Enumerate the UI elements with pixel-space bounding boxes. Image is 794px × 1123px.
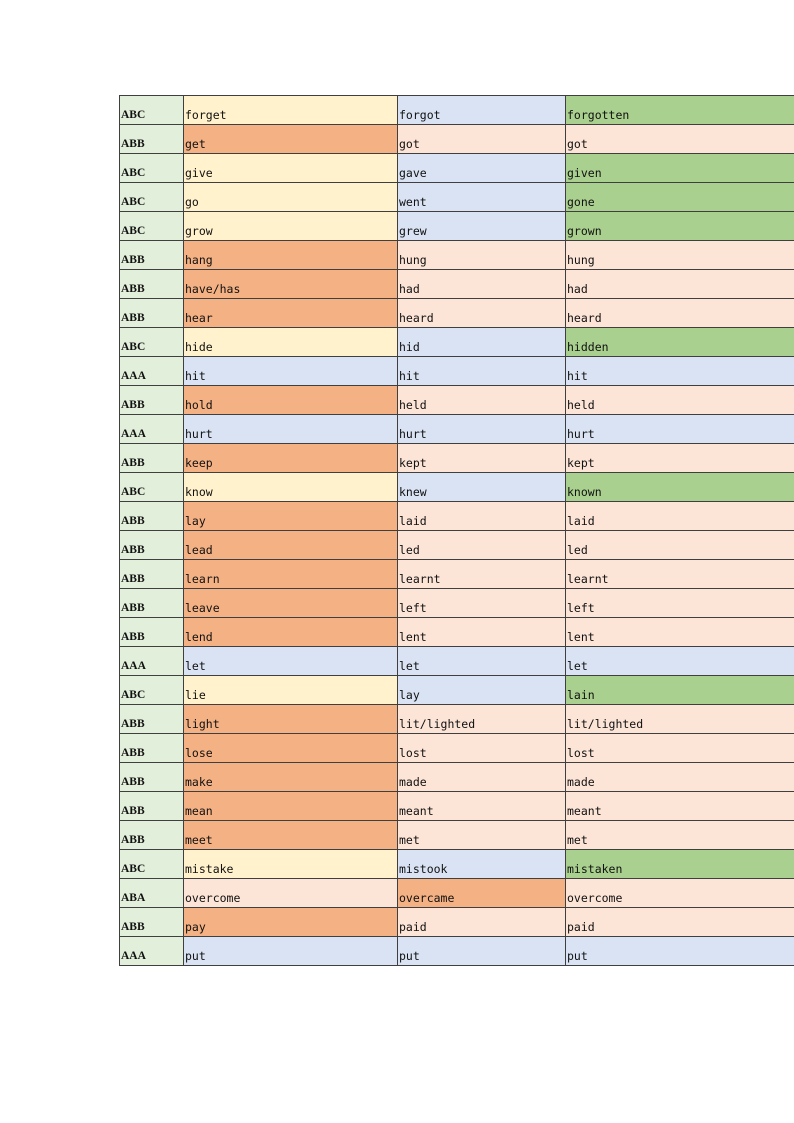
past-tense-cell: forgot (398, 96, 566, 125)
table-row (120, 212, 794, 241)
past-participle-cell: let (566, 647, 794, 676)
past-tense-cell: hung (398, 241, 566, 270)
past-participle-cell: overcome (566, 879, 794, 908)
pattern-cell: AAA (120, 647, 184, 676)
past-participle-cell: got (566, 125, 794, 154)
table-row (120, 473, 794, 502)
pattern-cell: ABB (120, 792, 184, 821)
base-form-cell: make (184, 763, 398, 792)
pattern-cell: ABB (120, 734, 184, 763)
base-form-cell: lie (184, 676, 398, 705)
past-participle-cell: hidden (566, 328, 794, 357)
table-row (120, 589, 794, 618)
base-form-cell: hide (184, 328, 398, 357)
table-row (120, 270, 794, 299)
pattern-cell: ABB (120, 270, 184, 299)
past-participle-cell: had (566, 270, 794, 299)
base-form-cell: have/has (184, 270, 398, 299)
table-row (120, 821, 794, 850)
pattern-cell: ABB (120, 444, 184, 473)
pattern-cell: ABC (120, 212, 184, 241)
table-row (120, 125, 794, 154)
table-row (120, 531, 794, 560)
past-tense-cell: grew (398, 212, 566, 241)
pattern-cell: AAA (120, 357, 184, 386)
table-row (120, 705, 794, 734)
table-row (120, 792, 794, 821)
pattern-cell: ABB (120, 386, 184, 415)
past-participle-cell: lent (566, 618, 794, 647)
pattern-cell: ABC (120, 154, 184, 183)
base-form-cell: lay (184, 502, 398, 531)
base-form-cell: overcome (184, 879, 398, 908)
base-form-cell: know (184, 473, 398, 502)
past-tense-cell: went (398, 183, 566, 212)
table-row (120, 96, 794, 125)
pattern-cell: ABB (120, 618, 184, 647)
past-tense-cell: put (398, 937, 566, 966)
past-participle-cell: forgotten (566, 96, 794, 125)
past-tense-cell: left (398, 589, 566, 618)
table-row (120, 183, 794, 212)
past-participle-cell: held (566, 386, 794, 415)
base-form-cell: light (184, 705, 398, 734)
table-row (120, 676, 794, 705)
base-form-cell: go (184, 183, 398, 212)
base-form-cell: hang (184, 241, 398, 270)
past-tense-cell: knew (398, 473, 566, 502)
table-row (120, 763, 794, 792)
table-row (120, 357, 794, 386)
past-tense-cell: paid (398, 908, 566, 937)
pattern-cell: ABC (120, 96, 184, 125)
past-tense-cell: lit/lighted (398, 705, 566, 734)
base-form-cell: forget (184, 96, 398, 125)
pattern-cell: ABC (120, 850, 184, 879)
base-form-cell: keep (184, 444, 398, 473)
pattern-cell: AAA (120, 415, 184, 444)
pattern-cell: ABB (120, 908, 184, 937)
base-form-cell: mean (184, 792, 398, 821)
past-tense-cell: hurt (398, 415, 566, 444)
table-row (120, 618, 794, 647)
past-tense-cell: lent (398, 618, 566, 647)
pattern-cell: ABC (120, 328, 184, 357)
pattern-cell: ABB (120, 241, 184, 270)
past-tense-cell: held (398, 386, 566, 415)
table-row (120, 386, 794, 415)
base-form-cell: pay (184, 908, 398, 937)
past-participle-cell: paid (566, 908, 794, 937)
base-form-cell: leave (184, 589, 398, 618)
pattern-cell: ABA (120, 879, 184, 908)
past-participle-cell: hit (566, 357, 794, 386)
base-form-cell: get (184, 125, 398, 154)
table-row (120, 154, 794, 183)
table-row (120, 647, 794, 676)
past-tense-cell: let (398, 647, 566, 676)
base-form-cell: let (184, 647, 398, 676)
past-tense-cell: lay (398, 676, 566, 705)
past-participle-cell: laid (566, 502, 794, 531)
past-participle-cell: led (566, 531, 794, 560)
past-participle-cell: lain (566, 676, 794, 705)
pattern-cell: ABB (120, 560, 184, 589)
past-tense-cell: met (398, 821, 566, 850)
table-row (120, 908, 794, 937)
past-tense-cell: hit (398, 357, 566, 386)
base-form-cell: hear (184, 299, 398, 328)
table-row (120, 241, 794, 270)
pattern-cell: ABB (120, 502, 184, 531)
past-participle-cell: meant (566, 792, 794, 821)
base-form-cell: lead (184, 531, 398, 560)
past-tense-cell: lost (398, 734, 566, 763)
past-participle-cell: put (566, 937, 794, 966)
base-form-cell: give (184, 154, 398, 183)
pattern-cell: ABB (120, 531, 184, 560)
base-form-cell: lose (184, 734, 398, 763)
past-participle-cell: heard (566, 299, 794, 328)
table-row (120, 415, 794, 444)
base-form-cell: grow (184, 212, 398, 241)
past-tense-cell: heard (398, 299, 566, 328)
past-participle-cell: made (566, 763, 794, 792)
past-participle-cell: lost (566, 734, 794, 763)
pattern-cell: ABB (120, 589, 184, 618)
pattern-cell: ABB (120, 821, 184, 850)
base-form-cell: lend (184, 618, 398, 647)
past-participle-cell: left (566, 589, 794, 618)
past-tense-cell: laid (398, 502, 566, 531)
table-row (120, 328, 794, 357)
past-tense-cell: mistook (398, 850, 566, 879)
base-form-cell: learn (184, 560, 398, 589)
past-participle-cell: kept (566, 444, 794, 473)
irregular-verbs-table (119, 95, 794, 966)
pattern-cell: ABC (120, 183, 184, 212)
table-row (120, 299, 794, 328)
verb-table-body (120, 96, 794, 966)
table-row (120, 502, 794, 531)
past-tense-cell: gave (398, 154, 566, 183)
past-tense-cell: led (398, 531, 566, 560)
past-participle-cell: learnt (566, 560, 794, 589)
pattern-cell: ABB (120, 705, 184, 734)
past-participle-cell: mistaken (566, 850, 794, 879)
past-tense-cell: learnt (398, 560, 566, 589)
past-tense-cell: kept (398, 444, 566, 473)
past-tense-cell: meant (398, 792, 566, 821)
past-participle-cell: gone (566, 183, 794, 212)
past-participle-cell: hung (566, 241, 794, 270)
base-form-cell: hold (184, 386, 398, 415)
table-row (120, 937, 794, 966)
pattern-cell: AAA (120, 937, 184, 966)
table-row (120, 560, 794, 589)
past-tense-cell: made (398, 763, 566, 792)
past-tense-cell: hid (398, 328, 566, 357)
past-participle-cell: given (566, 154, 794, 183)
past-tense-cell: got (398, 125, 566, 154)
past-participle-cell: grown (566, 212, 794, 241)
past-participle-cell: lit/lighted (566, 705, 794, 734)
past-participle-cell: hurt (566, 415, 794, 444)
past-participle-cell: met (566, 821, 794, 850)
pattern-cell: ABB (120, 299, 184, 328)
past-tense-cell: had (398, 270, 566, 299)
base-form-cell: hit (184, 357, 398, 386)
table-row (120, 850, 794, 879)
table-row (120, 879, 794, 908)
past-participle-cell: known (566, 473, 794, 502)
base-form-cell: hurt (184, 415, 398, 444)
base-form-cell: put (184, 937, 398, 966)
pattern-cell: ABC (120, 473, 184, 502)
base-form-cell: mistake (184, 850, 398, 879)
pattern-cell: ABB (120, 763, 184, 792)
table-row (120, 734, 794, 763)
table-row (120, 444, 794, 473)
pattern-cell: ABB (120, 125, 184, 154)
past-tense-cell: overcame (398, 879, 566, 908)
pattern-cell: ABC (120, 676, 184, 705)
base-form-cell: meet (184, 821, 398, 850)
